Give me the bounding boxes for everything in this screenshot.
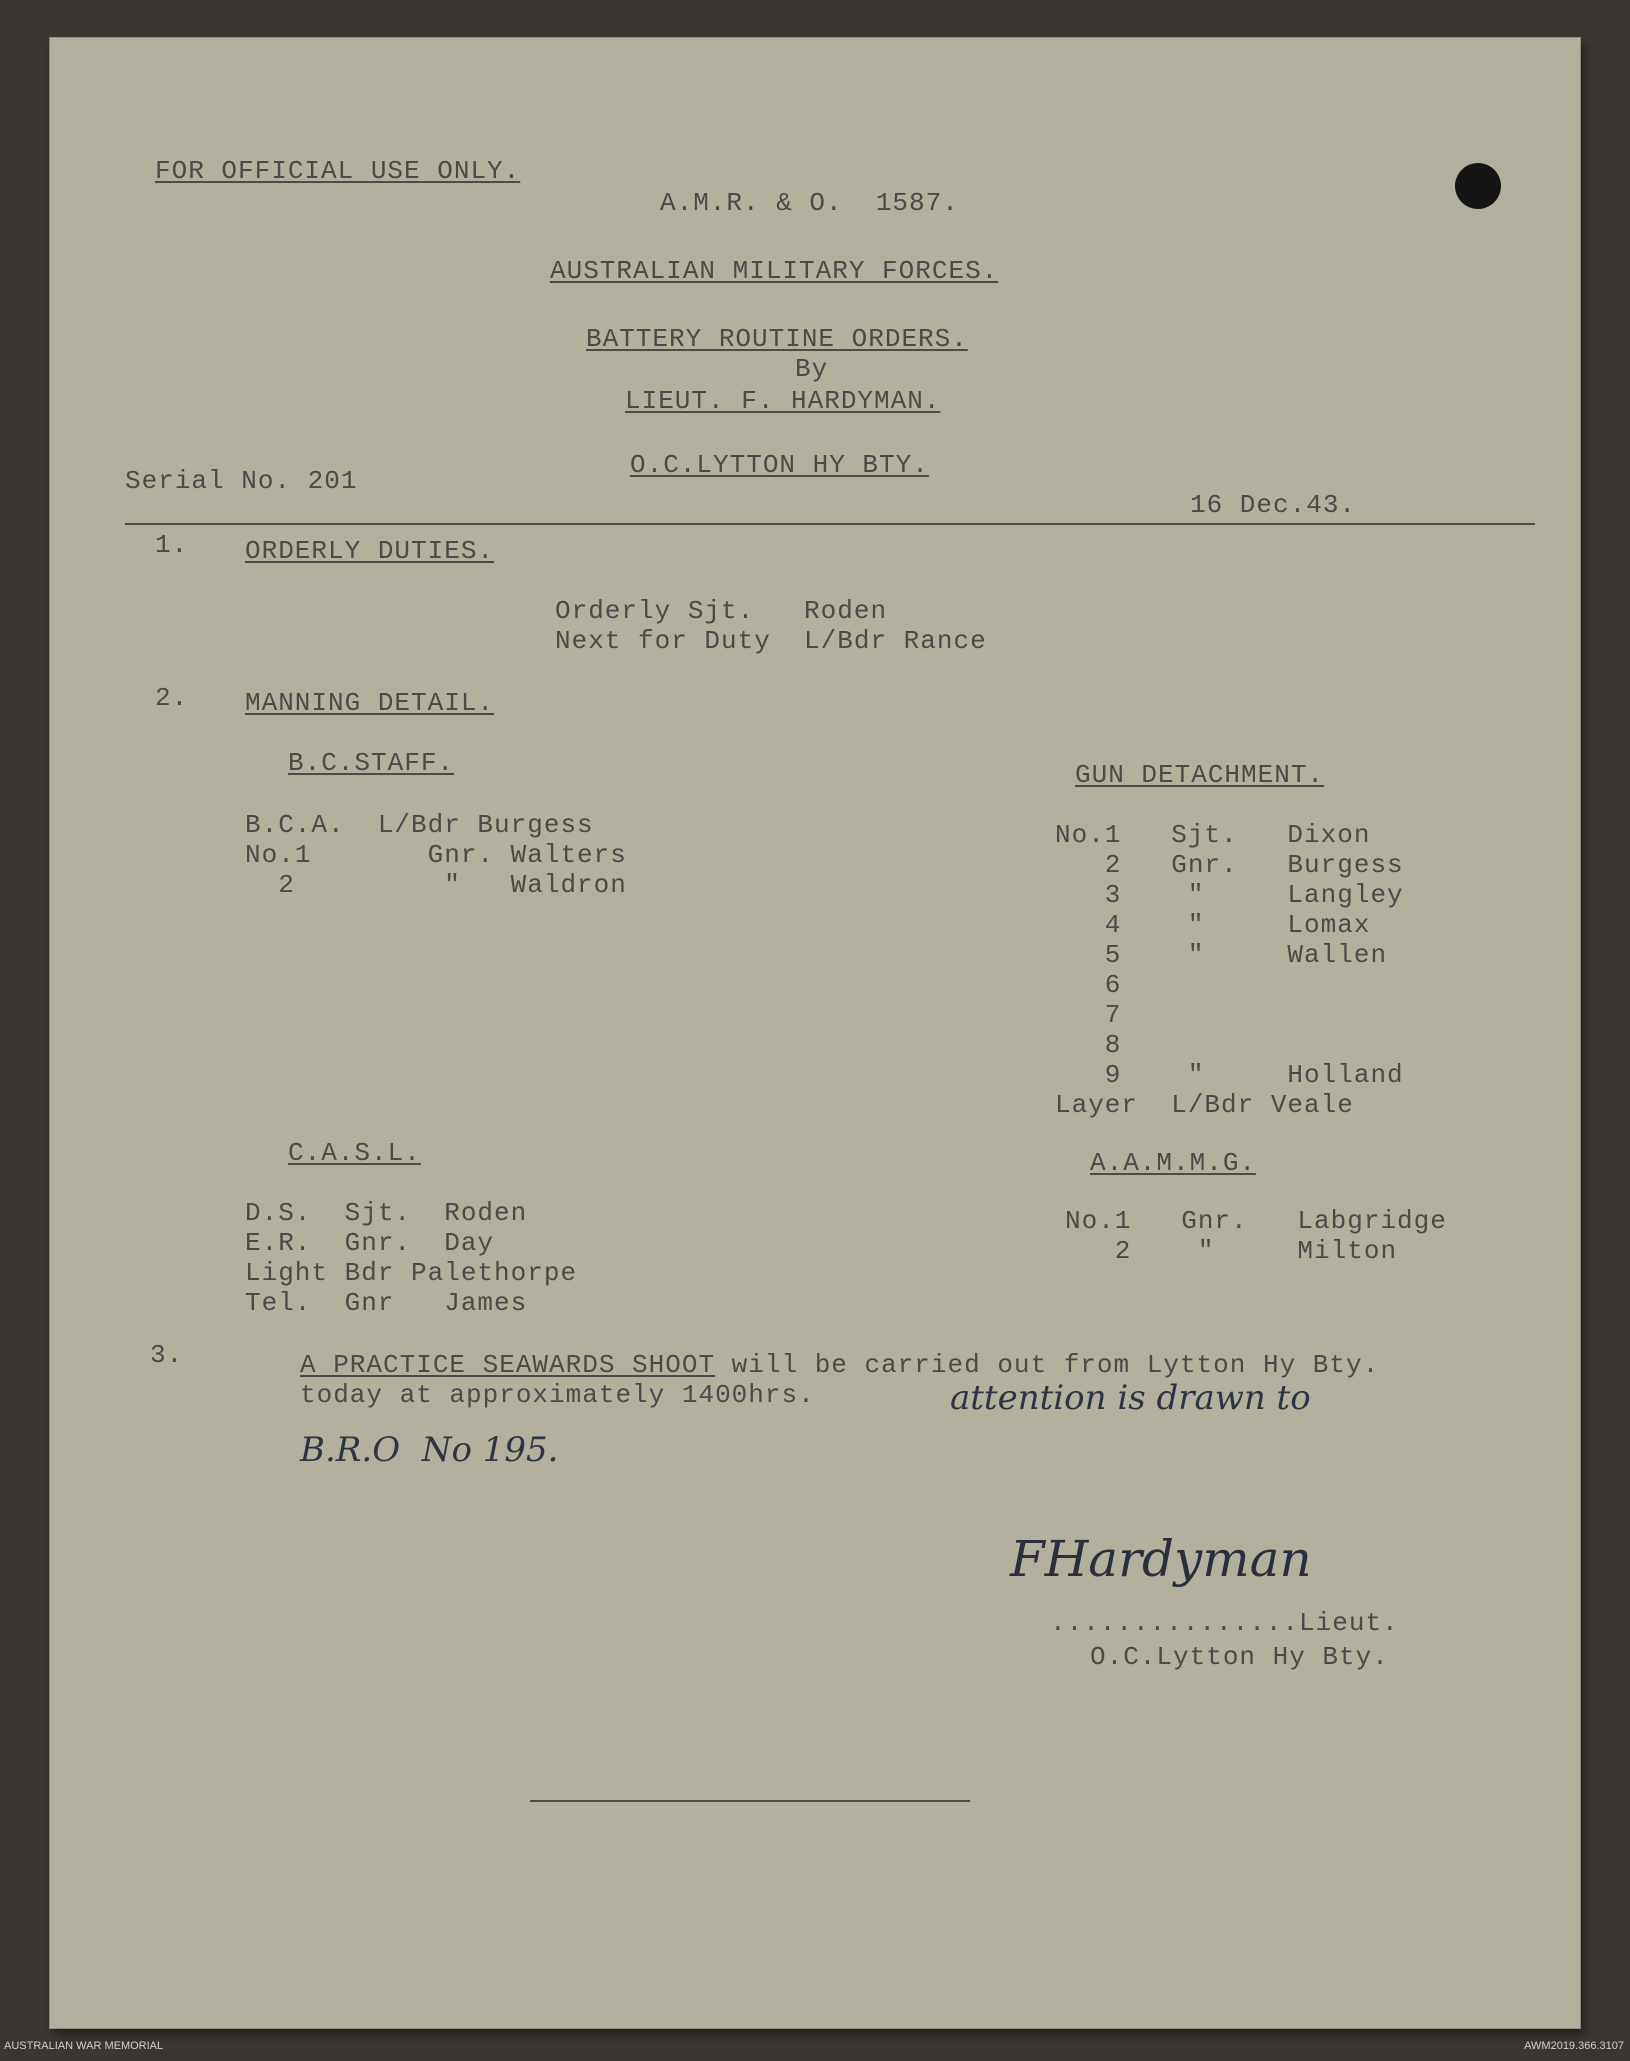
official-use-label: FOR OFFICIAL USE ONLY. (155, 156, 521, 186)
bc-staff-line: 2 " Waldron (245, 870, 627, 900)
section-2-number: 2. (155, 683, 189, 713)
officer-name: LIEUT. F. HARDYMAN. (625, 386, 941, 416)
footer-accession: AWM2019.366.3107 (1524, 2040, 1624, 2052)
gun-detachment-line: 9 " Holland (1055, 1060, 1404, 1090)
orderly-sjt-line: Orderly Sjt. Roden (555, 596, 888, 626)
closing-rule (530, 1800, 970, 1802)
section-3-line-1 (300, 1350, 1379, 1380)
casl-line: D.S. Sjt. Roden (245, 1198, 528, 1228)
gun-detachment-line: 5 " Wallen (1055, 940, 1388, 970)
section-1-heading: ORDERLY DUTIES. (245, 536, 495, 566)
footer-institution: AUSTRALIAN WAR MEMORIAL (4, 2040, 164, 2052)
signature-rank: ...............Lieut. (1050, 1608, 1399, 1638)
bc-staff-line: No.1 Gnr. Walters (245, 840, 627, 870)
amr-reference: A.M.R. & O. 1587. (660, 188, 959, 218)
casl-line: Light Bdr Palethorpe (245, 1258, 578, 1288)
section-3-number: 3. (150, 1340, 184, 1370)
serial-number: Serial No. 201 (125, 466, 358, 496)
signature: FHardyman (1010, 1530, 1312, 1588)
gun-detachment-line: No.1 Sjt. Dixon (1055, 820, 1371, 850)
gun-detachment-line: 2 Gnr. Burgess (1055, 850, 1404, 880)
section-1-number: 1. (155, 530, 189, 560)
handwritten-annotation: attention is drawn to (950, 1378, 1311, 1418)
gun-detachment-line: 4 " Lomax (1055, 910, 1371, 940)
unit-heading: O.C.LYTTON HY BTY. (630, 450, 929, 480)
section-2-heading: MANNING DETAIL. (245, 688, 495, 718)
section-3-line-1-rest: will be carried out from Lytton Hy Bty. (715, 1350, 1380, 1380)
aamg-line: No.1 Gnr. Labgridge (1065, 1206, 1447, 1236)
bc-staff-line: B.C.A. L/Bdr Burgess (245, 810, 594, 840)
document-page (50, 38, 1580, 2028)
gun-detachment-line: 3 " Langley (1055, 880, 1404, 910)
header-rule (125, 523, 1535, 525)
gun-detachment-line: Layer L/Bdr Veale (1055, 1090, 1354, 1120)
forces-heading: AUSTRALIAN MILITARY FORCES. (550, 256, 999, 286)
aamg-line: 2 " Milton (1065, 1236, 1398, 1266)
casl-heading: C.A.S.L. (288, 1138, 421, 1168)
handwritten-annotation: B.R.O No 195. (300, 1430, 559, 1470)
punch-hole (1455, 163, 1501, 209)
next-for-duty-line: Next for Duty L/Bdr Rance (555, 626, 987, 656)
gun-detachment-line: 6 (1055, 970, 1122, 1000)
gun-detachment-heading: GUN DETACHMENT. (1075, 760, 1325, 790)
practice-shoot-emphasis: A PRACTICE SEAWARDS SHOOT (300, 1350, 716, 1380)
casl-line: Tel. Gnr James (245, 1288, 528, 1318)
bc-staff-heading: B.C.STAFF. (288, 748, 455, 778)
signature-unit: O.C.Lytton Hy Bty. (1090, 1642, 1389, 1672)
order-date: 16 Dec.43. (1190, 490, 1357, 520)
gun-detachment-line: 7 (1055, 1000, 1122, 1030)
gun-detachment-line: 8 (1055, 1030, 1122, 1060)
by-label: By (795, 354, 829, 384)
section-3-line-2: today at approximately 1400hrs. (300, 1380, 815, 1410)
casl-line: E.R. Gnr. Day (245, 1228, 495, 1258)
aamg-heading: A.A.M.M.G. (1090, 1148, 1257, 1178)
orders-heading: BATTERY ROUTINE ORDERS. (586, 324, 968, 354)
